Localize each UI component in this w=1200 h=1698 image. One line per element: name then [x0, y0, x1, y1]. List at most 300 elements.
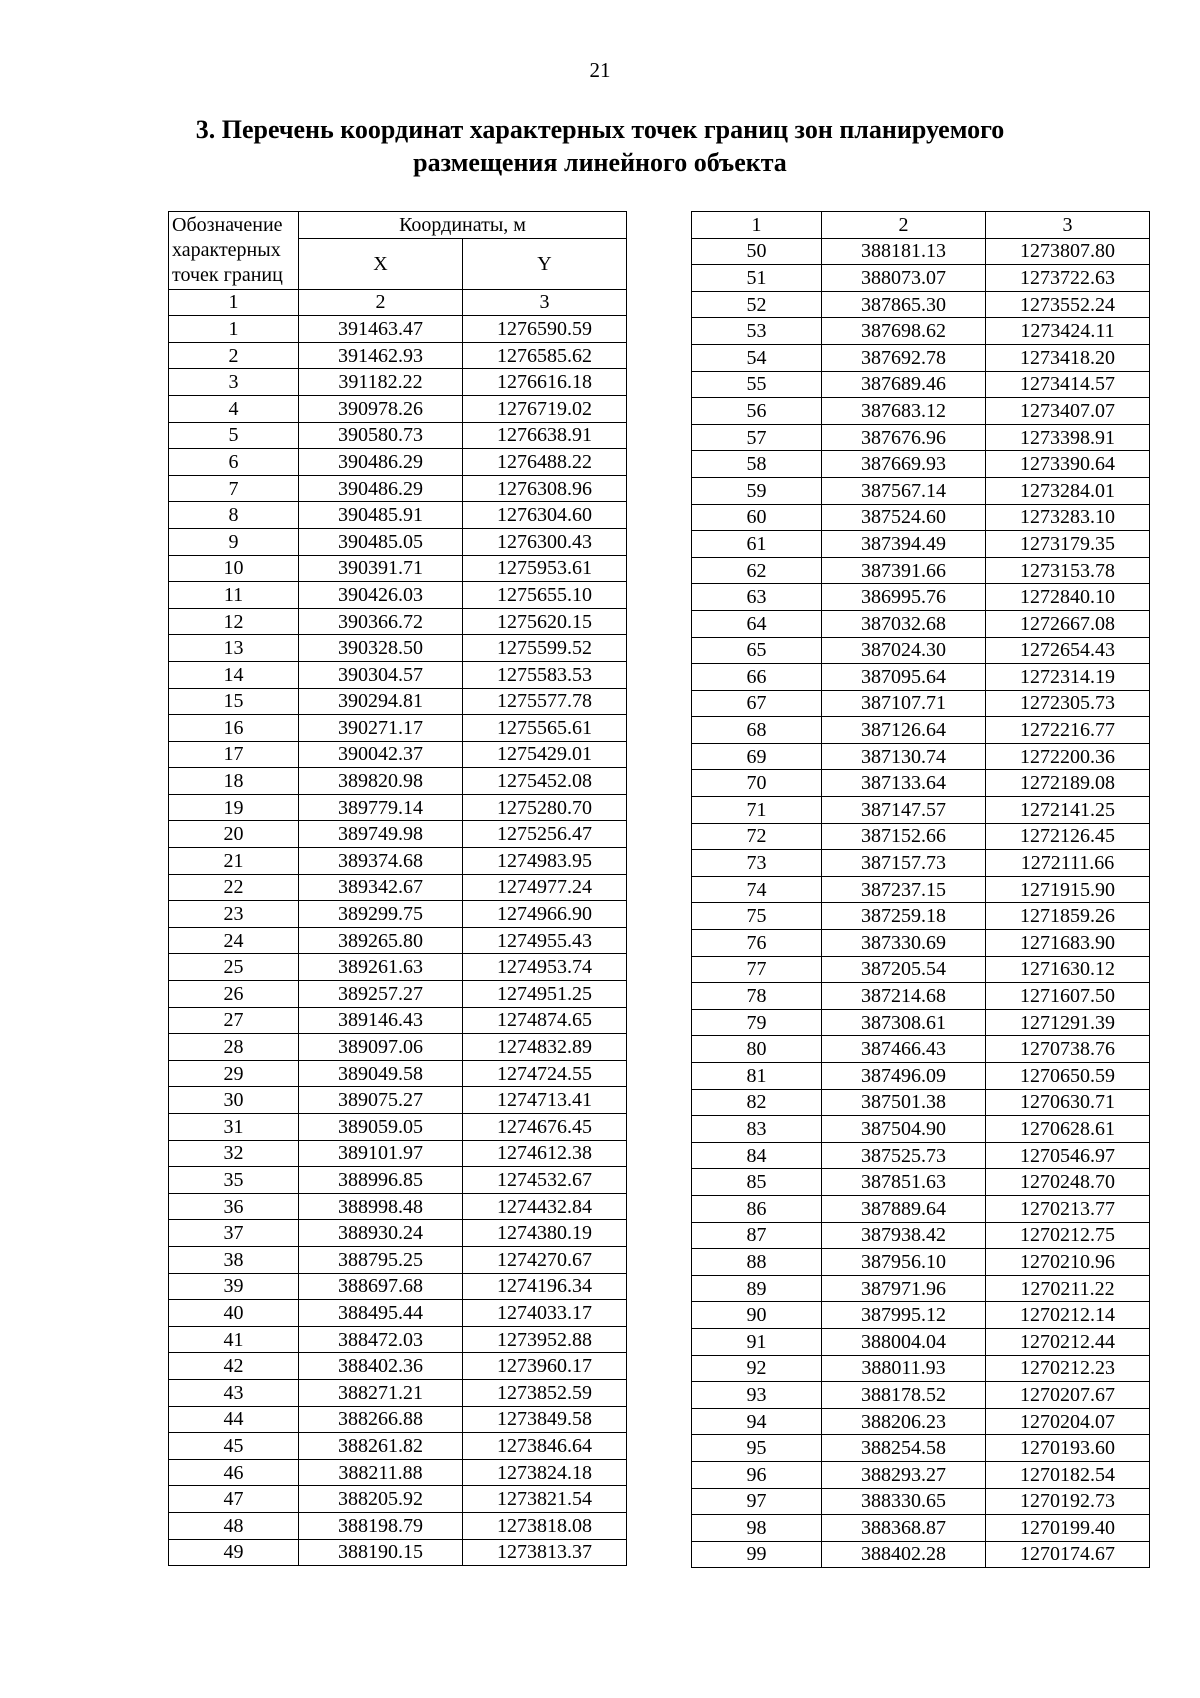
coord-x: 389146.43 [299, 1007, 463, 1034]
table-row [692, 1488, 1150, 1515]
coord-y: 1271683.90 [986, 930, 1150, 957]
coord-x: 389820.98 [299, 768, 463, 795]
table-row [692, 1063, 1150, 1090]
point-number: 73 [692, 850, 822, 877]
coord-y: 1270212.14 [986, 1302, 1150, 1329]
coord-x: 387669.93 [822, 451, 986, 478]
point-number: 35 [169, 1167, 299, 1194]
table-row [169, 715, 627, 742]
coord-y: 1272305.73 [986, 690, 1150, 717]
table-row [169, 927, 627, 954]
table-row [692, 1435, 1150, 1462]
coord-x: 390580.73 [299, 422, 463, 449]
point-number: 97 [692, 1488, 822, 1515]
table-row [692, 1382, 1150, 1409]
coord-x: 388178.52 [822, 1382, 986, 1409]
table-row [692, 770, 1150, 797]
coord-y: 1274966.90 [463, 901, 627, 928]
point-number: 43 [169, 1379, 299, 1406]
coord-y: 1270199.40 [986, 1515, 1150, 1542]
table-row [692, 1089, 1150, 1116]
point-number: 15 [169, 688, 299, 715]
coord-x: 386995.76 [822, 584, 986, 611]
coord-y: 1271859.26 [986, 903, 1150, 930]
table-row [169, 688, 627, 715]
table-row [692, 823, 1150, 850]
coord-y: 1273414.57 [986, 371, 1150, 398]
point-number: 93 [692, 1382, 822, 1409]
coord-x: 388073.07 [822, 265, 986, 292]
coord-y: 1276616.18 [463, 369, 627, 396]
coord-y: 1276719.02 [463, 395, 627, 422]
coord-y: 1273824.18 [463, 1459, 627, 1486]
coord-x: 388181.13 [822, 238, 986, 265]
table-row [169, 475, 627, 502]
coord-y: 1275256.47 [463, 821, 627, 848]
coord-y: 1275655.10 [463, 582, 627, 609]
point-number: 53 [692, 318, 822, 345]
table-row [169, 1114, 627, 1141]
point-number: 84 [692, 1142, 822, 1169]
table-row [169, 1273, 627, 1300]
coord-y: 1274832.89 [463, 1034, 627, 1061]
table-row [692, 717, 1150, 744]
coord-x: 387683.12 [822, 398, 986, 425]
table-row [692, 318, 1150, 345]
coord-x: 390294.81 [299, 688, 463, 715]
coord-x: 389257.27 [299, 981, 463, 1008]
coord-x: 387147.57 [822, 797, 986, 824]
table-row [692, 1009, 1150, 1036]
coord-y: 1273807.80 [986, 238, 1150, 265]
coord-y: 1273418.20 [986, 344, 1150, 371]
coord-y: 1273552.24 [986, 291, 1150, 318]
point-number: 32 [169, 1140, 299, 1167]
coord-x: 387938.42 [822, 1222, 986, 1249]
point-number: 6 [169, 449, 299, 476]
point-number: 70 [692, 770, 822, 797]
table-row [692, 930, 1150, 957]
coord-x: 389059.05 [299, 1114, 463, 1141]
table-row [169, 901, 627, 928]
coord-x: 387889.64 [822, 1195, 986, 1222]
point-number: 47 [169, 1486, 299, 1513]
table-row [169, 395, 627, 422]
point-number: 68 [692, 717, 822, 744]
coord-x: 387205.54 [822, 956, 986, 983]
table-row [692, 1116, 1150, 1143]
coord-x: 390486.29 [299, 475, 463, 502]
point-number: 87 [692, 1222, 822, 1249]
page-number: 21 [589, 58, 611, 82]
coord-x: 391182.22 [299, 369, 463, 396]
header-designation: Обозначение характерных точек границ [169, 212, 299, 290]
coord-x: 388996.85 [299, 1167, 463, 1194]
coord-x: 387865.30 [822, 291, 986, 318]
point-number: 71 [692, 797, 822, 824]
point-number: 48 [169, 1512, 299, 1539]
coord-y: 1274713.41 [463, 1087, 627, 1114]
coord-x: 388266.88 [299, 1406, 463, 1433]
coord-x: 389374.68 [299, 848, 463, 875]
coord-y: 1273960.17 [463, 1353, 627, 1380]
point-number: 10 [169, 555, 299, 582]
coord-x: 387698.62 [822, 318, 986, 345]
coord-y: 1274955.43 [463, 927, 627, 954]
coord-x: 387676.96 [822, 424, 986, 451]
point-number: 9 [169, 528, 299, 555]
table-row [169, 874, 627, 901]
point-number: 63 [692, 584, 822, 611]
coord-y: 1272840.10 [986, 584, 1150, 611]
point-number: 28 [169, 1034, 299, 1061]
coord-y: 1275620.15 [463, 608, 627, 635]
table-row [169, 1087, 627, 1114]
column-number: 2 [822, 212, 986, 239]
coord-y: 1270192.73 [986, 1488, 1150, 1515]
coord-x: 390366.72 [299, 608, 463, 635]
coord-y: 1270212.75 [986, 1222, 1150, 1249]
point-number: 49 [169, 1539, 299, 1566]
point-number: 1 [169, 316, 299, 343]
table-row [692, 1302, 1150, 1329]
coord-y: 1273284.01 [986, 477, 1150, 504]
coord-y: 1271915.90 [986, 876, 1150, 903]
table-row [169, 954, 627, 981]
point-number: 83 [692, 1116, 822, 1143]
table-row [169, 316, 627, 343]
coord-x: 387237.15 [822, 876, 986, 903]
coord-y: 1275577.78 [463, 688, 627, 715]
table-row [692, 238, 1150, 265]
coord-x: 387126.64 [822, 717, 986, 744]
title-line-2: размещения линейного объекта [413, 148, 787, 177]
column-number: 1 [692, 212, 822, 239]
coord-x: 388206.23 [822, 1408, 986, 1435]
coord-y: 1270628.61 [986, 1116, 1150, 1143]
table-row [169, 821, 627, 848]
coord-y: 1270204.07 [986, 1408, 1150, 1435]
coord-x: 388795.25 [299, 1246, 463, 1273]
table-row [169, 422, 627, 449]
coord-y: 1276300.43 [463, 528, 627, 555]
table-row [169, 794, 627, 821]
coord-x: 388293.27 [822, 1461, 986, 1488]
table-row [692, 850, 1150, 877]
coord-y: 1272216.77 [986, 717, 1150, 744]
point-number: 54 [692, 344, 822, 371]
coord-x: 389265.80 [299, 927, 463, 954]
coord-y: 1274432.84 [463, 1193, 627, 1220]
coord-x: 389342.67 [299, 874, 463, 901]
coord-x: 388402.36 [299, 1353, 463, 1380]
point-number: 57 [692, 424, 822, 451]
coord-x: 387308.61 [822, 1009, 986, 1036]
table-row [169, 768, 627, 795]
table-row [692, 610, 1150, 637]
coord-x: 389097.06 [299, 1034, 463, 1061]
coord-x: 387567.14 [822, 477, 986, 504]
coord-x: 388998.48 [299, 1193, 463, 1220]
table-row [169, 981, 627, 1008]
table-row [692, 424, 1150, 451]
coord-y: 1272141.25 [986, 797, 1150, 824]
point-number: 40 [169, 1300, 299, 1327]
coord-y: 1274033.17 [463, 1300, 627, 1327]
coord-y: 1276585.62 [463, 342, 627, 369]
table-row [692, 344, 1150, 371]
point-number: 26 [169, 981, 299, 1008]
coord-y: 1276590.59 [463, 316, 627, 343]
table-row [692, 1515, 1150, 1542]
table-row [169, 1300, 627, 1327]
table-row [692, 1142, 1150, 1169]
coord-x: 390391.71 [299, 555, 463, 582]
point-number: 46 [169, 1459, 299, 1486]
point-number: 96 [692, 1461, 822, 1488]
point-number: 27 [169, 1007, 299, 1034]
coord-y: 1273407.07 [986, 398, 1150, 425]
point-number: 20 [169, 821, 299, 848]
coord-y: 1274196.34 [463, 1273, 627, 1300]
coord-y: 1272126.45 [986, 823, 1150, 850]
coord-x: 389749.98 [299, 821, 463, 848]
coord-y: 1274270.67 [463, 1246, 627, 1273]
point-number: 3 [169, 369, 299, 396]
table-row [692, 1169, 1150, 1196]
coord-y: 1273179.35 [986, 531, 1150, 558]
column-number: 3 [463, 289, 627, 316]
table-row [692, 398, 1150, 425]
point-number: 19 [169, 794, 299, 821]
coord-x: 388330.65 [822, 1488, 986, 1515]
coord-x: 388211.88 [299, 1459, 463, 1486]
coord-x: 390978.26 [299, 395, 463, 422]
coord-x: 388254.58 [822, 1435, 986, 1462]
table-row [169, 1539, 627, 1566]
coord-y: 1272111.66 [986, 850, 1150, 877]
right-table-body [692, 238, 1150, 1568]
point-number: 85 [692, 1169, 822, 1196]
coord-x: 387107.71 [822, 690, 986, 717]
point-number: 74 [692, 876, 822, 903]
table-row [692, 1461, 1150, 1488]
point-number: 77 [692, 956, 822, 983]
coord-y: 1273818.08 [463, 1512, 627, 1539]
coord-x: 389779.14 [299, 794, 463, 821]
coord-x: 387971.96 [822, 1275, 986, 1302]
table-row [169, 635, 627, 662]
coord-y: 1272200.36 [986, 743, 1150, 770]
coord-x: 387394.49 [822, 531, 986, 558]
coord-x: 390426.03 [299, 582, 463, 609]
coord-y: 1270174.67 [986, 1541, 1150, 1568]
table-row [692, 1355, 1150, 1382]
point-number: 24 [169, 927, 299, 954]
coord-x: 387851.63 [822, 1169, 986, 1196]
point-number: 8 [169, 502, 299, 529]
coord-x: 391462.93 [299, 342, 463, 369]
coord-x: 387032.68 [822, 610, 986, 637]
column-number: 1 [169, 289, 299, 316]
coord-x: 388472.03 [299, 1326, 463, 1353]
table-row [169, 342, 627, 369]
coord-y: 1274874.65 [463, 1007, 627, 1034]
table-row [169, 1512, 627, 1539]
point-number: 4 [169, 395, 299, 422]
point-number: 67 [692, 690, 822, 717]
point-number: 92 [692, 1355, 822, 1382]
table-row [692, 743, 1150, 770]
coord-x: 387466.43 [822, 1036, 986, 1063]
point-number: 88 [692, 1249, 822, 1276]
point-number: 23 [169, 901, 299, 928]
coord-y: 1274532.67 [463, 1167, 627, 1194]
table-row [692, 477, 1150, 504]
table-row [692, 557, 1150, 584]
table-row [169, 848, 627, 875]
coord-y: 1275452.08 [463, 768, 627, 795]
coord-y: 1270630.71 [986, 1089, 1150, 1116]
table-row [692, 876, 1150, 903]
point-number: 52 [692, 291, 822, 318]
header-coordinates: Координаты, м [299, 212, 627, 239]
coord-y: 1274612.38 [463, 1140, 627, 1167]
coord-x: 387214.68 [822, 983, 986, 1010]
coord-y: 1274983.95 [463, 848, 627, 875]
table-row [169, 582, 627, 609]
point-number: 56 [692, 398, 822, 425]
table-row [692, 1408, 1150, 1435]
point-number: 2 [169, 342, 299, 369]
coord-x: 391463.47 [299, 316, 463, 343]
table-row [692, 1541, 1150, 1568]
table-row [169, 608, 627, 635]
header-x: X [299, 238, 463, 289]
coord-y: 1273153.78 [986, 557, 1150, 584]
coord-y: 1273821.54 [463, 1486, 627, 1513]
coord-y: 1272654.43 [986, 637, 1150, 664]
coord-x: 388190.15 [299, 1539, 463, 1566]
coord-x: 387152.66 [822, 823, 986, 850]
coord-x: 387095.64 [822, 664, 986, 691]
table-row [692, 903, 1150, 930]
coord-x: 387391.66 [822, 557, 986, 584]
point-number: 37 [169, 1220, 299, 1247]
point-number: 16 [169, 715, 299, 742]
table-row [692, 983, 1150, 1010]
point-number: 14 [169, 661, 299, 688]
coord-x: 390271.17 [299, 715, 463, 742]
coord-y: 1273424.11 [986, 318, 1150, 345]
title-line-1: 3. Перечень координат характерных точек границ зон планируемого [195, 115, 1005, 144]
coord-y: 1270738.76 [986, 1036, 1150, 1063]
table-row [692, 1195, 1150, 1222]
table-row [692, 265, 1150, 292]
coord-y: 1275565.61 [463, 715, 627, 742]
coord-x: 387133.64 [822, 770, 986, 797]
point-number: 30 [169, 1087, 299, 1114]
table-row [169, 1034, 627, 1061]
point-number: 18 [169, 768, 299, 795]
coord-y: 1273398.91 [986, 424, 1150, 451]
coord-y: 1273390.64 [986, 451, 1150, 478]
coord-x: 387501.38 [822, 1089, 986, 1116]
coord-x: 389101.97 [299, 1140, 463, 1167]
coord-x: 388205.92 [299, 1486, 463, 1513]
coord-x: 388271.21 [299, 1379, 463, 1406]
coord-x: 388004.04 [822, 1328, 986, 1355]
point-number: 76 [692, 930, 822, 957]
coord-x: 388198.79 [299, 1512, 463, 1539]
point-number: 59 [692, 477, 822, 504]
coord-y: 1275429.01 [463, 741, 627, 768]
coord-x: 387330.69 [822, 930, 986, 957]
table-row [692, 291, 1150, 318]
coord-y: 1275953.61 [463, 555, 627, 582]
coord-y: 1271607.50 [986, 983, 1150, 1010]
coord-x: 387525.73 [822, 1142, 986, 1169]
point-number: 98 [692, 1515, 822, 1542]
table-row [692, 1249, 1150, 1276]
coord-x: 387995.12 [822, 1302, 986, 1329]
table-row [692, 637, 1150, 664]
coord-x: 390486.29 [299, 449, 463, 476]
coord-y: 1274676.45 [463, 1114, 627, 1141]
point-number: 42 [169, 1353, 299, 1380]
point-number: 12 [169, 608, 299, 635]
coord-y: 1273952.88 [463, 1326, 627, 1353]
coord-y: 1273849.58 [463, 1406, 627, 1433]
coord-x: 390304.57 [299, 661, 463, 688]
table-row [692, 690, 1150, 717]
table-row [169, 1060, 627, 1087]
table-row [692, 1275, 1150, 1302]
coord-x: 388368.87 [822, 1515, 986, 1542]
table-row [169, 369, 627, 396]
table-row [692, 504, 1150, 531]
point-number: 90 [692, 1302, 822, 1329]
table-row [169, 1379, 627, 1406]
table-row [169, 1193, 627, 1220]
table-row [692, 956, 1150, 983]
coord-x: 390485.91 [299, 502, 463, 529]
point-number: 44 [169, 1406, 299, 1433]
coord-y: 1274951.25 [463, 981, 627, 1008]
point-number: 31 [169, 1114, 299, 1141]
coord-x: 387130.74 [822, 743, 986, 770]
table-row [169, 555, 627, 582]
table-row [169, 528, 627, 555]
coord-y: 1270213.77 [986, 1195, 1150, 1222]
table-row [692, 584, 1150, 611]
point-number: 72 [692, 823, 822, 850]
coord-y: 1270193.60 [986, 1435, 1150, 1462]
point-number: 11 [169, 582, 299, 609]
coord-x: 387259.18 [822, 903, 986, 930]
coord-x: 387504.90 [822, 1116, 986, 1143]
coord-x: 389261.63 [299, 954, 463, 981]
coord-y: 1272314.19 [986, 664, 1150, 691]
coord-y: 1271630.12 [986, 956, 1150, 983]
coord-x: 388930.24 [299, 1220, 463, 1247]
coordinates-table-left [168, 211, 627, 1566]
point-number: 7 [169, 475, 299, 502]
coord-x: 388402.28 [822, 1541, 986, 1568]
point-number: 25 [169, 954, 299, 981]
table-row [169, 1167, 627, 1194]
point-number: 55 [692, 371, 822, 398]
